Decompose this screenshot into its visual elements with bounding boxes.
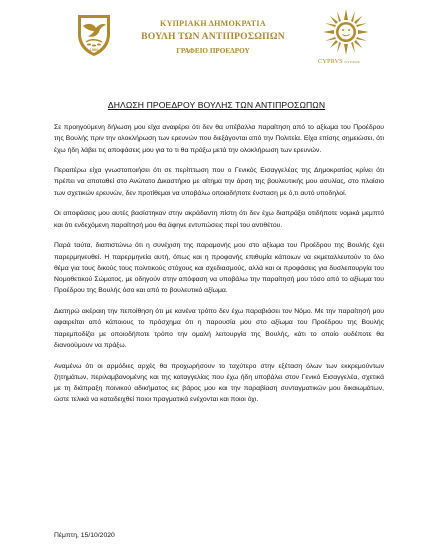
brand-wordmark — [318, 58, 388, 65]
org-line-3: ΓΡΑΦΕΙΟ ΠΡΟΕΔΡΟΥ — [176, 47, 250, 55]
paragraph: Σε προηγούμενη δήλωση μου είχα αναφέρει ότι δεν θα υπέβαλλα παραίτηση από το αξίωμα του Προέδρου της Βουλής πριν την ολοκλήρωση των ερευνών που διεξάγονται από την Πολιτεία. Είχα επίσης σημειώσει, ότι έχω ήδη λάβει τις αποφάσεις μου για το τι θα πράξω μετά την ολοκλήρωση των ερευνών. — [54, 124, 384, 154]
paragraph: Διατηρώ ακέραιη την πεποίθηση ότι με κανένα τρόπο δεν έχω παραβιάσει τον Νόμο. Με την παραίτησή μου αφαιρείται από κάποιους το πρόσχημα ότι η παρουσία μου στο αξίωμα του Προέδρου της Βουλής παρεμποδίζει με οποιοδήποτε τρόπο την ομαλή λειτουργία της Βουλής, κάτι το οποίο ουδέποτε θα διανοούμουν να πράξω. — [54, 308, 384, 349]
document-date: Πέμπτη, 15/10/2020 — [54, 532, 115, 539]
document-title: ΔΗΛΩΣΗ ΠΡΟΕΔΡΟΥ ΒΟΥΛΗΣ ΤΩΝ ΑΝΤΙΠΡΟΣΩΠΩΝ — [107, 100, 326, 110]
paragraph: Οι αποφάσεις μου αυτές βασίστηκαν στην ακράδαντη πίστη ότι δεν έχω διαπράξει οτιδήποτε νομικά μεμπτό και ότι ενδεχόμενη παραίτησή μου θα άφηνε εντυπώσεις περί του αντιθέτου. — [54, 210, 384, 229]
paragraph: Παρά ταύτα, διαπιστώνω ότι η συνέχιση της παραμονής μου στο αξίωμα του Προέδρου της Βουλής έχει παρερμηνευθεί. Η παρερμηνεία αυτή, όπως και η προφανής επιθυμία κάποιων να εκμεταλλευτούν το όλο θέμα για τους δικούς τους πολιτικούς στόχους και σχεδιασμούς, αλλά και οι προφάσεις για δυσλειτουργία του Νομοθετικού Σώματος, με οδηγούν στην απόφαση να υποβάλω την παραίτησή μου τόσο από το αξίωμα του Προέδρου της Βουλής όσο και από το βουλευτικό αξίωμα. — [54, 242, 384, 295]
paragraph: Αναμένω ότι οι αρμόδιες αρχές θα προχωρήσουν το ταχύτερο στην εξέταση όλων των εκκρεμούντων ζητημάτων, περιλαμβανομένης και της καταγγελίας που έχω ήδη υποβάλει στον Γενικό Εισαγγελέα, σχετικά με τη διάπραξη ποινικού αδικήματος εις βάρος μου και την παραβίαση συνταγματικών μου δικαιωμάτων, ώστε τελικά να καταδειχθεί ποιοι πραγματικά ενέχονται και ποιοι όχι. — [54, 362, 384, 404]
cyprus-sun-logo-icon — [322, 8, 370, 56]
paragraph: Περαιτέρω είχα γνωστοποιήσει ότι σε περίπτωση που ο Γενικός Εισαγγελέας της Δημοκρατίας κρίνει ότι πρέπει να αποταθεί στο Ανώτατο Δικαστήριο με αίτημα την άρση της βουλευτικής μου ασυλίας, στο πλαίσιο των σχετικών ερευνών, δεν προτίθεμαι να υποβάλω οποιαδήποτε ένσταση με ό,τι αυτό υποδηλοί. — [54, 167, 384, 197]
org-line-1: ΚΥΠΡΙΑΚΗ ΔΗΜΟΚΡΑΤΙΑ — [160, 19, 266, 28]
svg-text:1960: 1960 — [89, 47, 99, 52]
letterhead — [0, 0, 433, 84]
brand-name: CYPRVS — [318, 58, 343, 65]
document-body — [54, 122, 384, 415]
org-line-2: ΒΟΥΛΗ ΤΩΝ ΑΝΤΙΠΡΟΣΩΠΩΝ — [141, 31, 285, 42]
organization-name — [138, 18, 288, 57]
cyprus-coat-of-arms-icon — [74, 12, 114, 58]
brand-subtitle: ΚΥΠΡΟΣ — [344, 60, 361, 64]
